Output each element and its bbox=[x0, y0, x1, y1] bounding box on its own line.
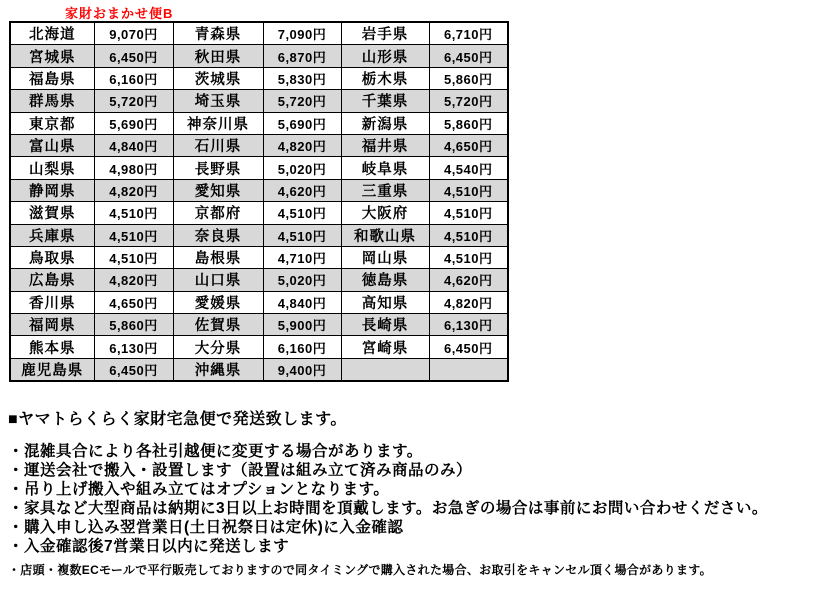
table-row bbox=[10, 45, 508, 67]
prefecture-cell: 愛媛県 bbox=[173, 291, 263, 313]
prefecture-cell: 徳島県 bbox=[341, 269, 429, 291]
prefecture-cell: 青森県 bbox=[173, 22, 263, 45]
price-cell: 4,820円 bbox=[94, 269, 173, 291]
prefecture-cell: 兵庫県 bbox=[10, 224, 94, 246]
price-cell: 4,840円 bbox=[94, 134, 173, 156]
price-cell: 6,870円 bbox=[263, 45, 341, 67]
price-cell: 5,720円 bbox=[94, 90, 173, 112]
prefecture-cell: 長崎県 bbox=[341, 314, 429, 336]
price-cell: 4,620円 bbox=[429, 269, 508, 291]
prefecture-cell: 新潟県 bbox=[341, 112, 429, 134]
prefecture-cell: 佐賀県 bbox=[173, 314, 263, 336]
price-cell: 4,510円 bbox=[429, 246, 508, 268]
price-cell: 4,710円 bbox=[263, 246, 341, 268]
note-bullet: ・家具など大型商品は納期に3日以上お時間を頂戴します。お急ぎの場合は事前にお問い合わせください。 bbox=[8, 500, 768, 517]
price-cell: 6,710円 bbox=[429, 22, 508, 45]
price-cell: 4,650円 bbox=[429, 134, 508, 156]
notes-bullet-list bbox=[8, 442, 818, 556]
prefecture-cell: 石川県 bbox=[173, 134, 263, 156]
note-bullet: ・購入申し込み翌営業日(土日祝祭日は定休)に入金確認 bbox=[8, 519, 404, 536]
prefecture-cell: 愛知県 bbox=[173, 179, 263, 201]
price-cell: 7,090円 bbox=[263, 22, 341, 45]
prefecture-cell: 岩手県 bbox=[341, 22, 429, 45]
table-row bbox=[10, 179, 508, 201]
prefecture-cell: 奈良県 bbox=[173, 224, 263, 246]
note-bullet: ・入金確認後7営業日以内に発送します bbox=[8, 538, 290, 555]
prefecture-cell: 和歌山県 bbox=[341, 224, 429, 246]
price-cell: 5,020円 bbox=[263, 269, 341, 291]
price-cell: 6,450円 bbox=[94, 358, 173, 381]
price-cell: 4,820円 bbox=[429, 291, 508, 313]
price-cell: 5,860円 bbox=[429, 67, 508, 89]
price-cell bbox=[429, 358, 508, 381]
prefecture-cell: 岐阜県 bbox=[341, 157, 429, 179]
table-row bbox=[10, 112, 508, 134]
price-cell: 5,720円 bbox=[263, 90, 341, 112]
prefecture-cell bbox=[341, 358, 429, 381]
prefecture-cell: 福岡県 bbox=[10, 314, 94, 336]
price-cell: 4,620円 bbox=[263, 179, 341, 201]
price-cell: 5,690円 bbox=[94, 112, 173, 134]
price-cell: 5,020円 bbox=[263, 157, 341, 179]
prefecture-cell: 大阪府 bbox=[341, 202, 429, 224]
table-row bbox=[10, 67, 508, 89]
price-cell: 4,510円 bbox=[429, 224, 508, 246]
note-bullet: ・混雑具合により各社引越便に変更する場合があります。 bbox=[8, 443, 423, 460]
price-cell: 6,160円 bbox=[94, 67, 173, 89]
price-cell: 4,510円 bbox=[94, 224, 173, 246]
price-cell: 6,130円 bbox=[429, 314, 508, 336]
prefecture-cell: 滋賀県 bbox=[10, 202, 94, 224]
note-bullet: ・吊り上げ搬入や組み立てはオプションとなります。 bbox=[8, 481, 390, 498]
prefecture-cell: 福井県 bbox=[341, 134, 429, 156]
price-cell: 4,510円 bbox=[263, 224, 341, 246]
prefecture-cell: 神奈川県 bbox=[173, 112, 263, 134]
prefecture-cell: 埼玉県 bbox=[173, 90, 263, 112]
table-row bbox=[10, 90, 508, 112]
notes-section bbox=[8, 411, 818, 578]
prefecture-cell: 京都府 bbox=[173, 202, 263, 224]
price-cell: 5,860円 bbox=[429, 112, 508, 134]
table-row bbox=[10, 246, 508, 268]
table-row bbox=[10, 134, 508, 156]
prefecture-cell: 千葉県 bbox=[341, 90, 429, 112]
table-row bbox=[10, 22, 508, 45]
prefecture-cell: 大分県 bbox=[173, 336, 263, 358]
price-cell: 4,510円 bbox=[94, 246, 173, 268]
notes-heading: ■ヤマトらくらく家財宅急便で発送致します。 bbox=[8, 411, 347, 428]
price-cell: 5,720円 bbox=[429, 90, 508, 112]
page-title: 家財おまかせ便B bbox=[65, 6, 174, 21]
price-cell: 4,840円 bbox=[263, 291, 341, 313]
price-cell: 4,650円 bbox=[94, 291, 173, 313]
prefecture-cell: 秋田県 bbox=[173, 45, 263, 67]
price-cell: 5,860円 bbox=[94, 314, 173, 336]
prefecture-cell: 福島県 bbox=[10, 67, 94, 89]
table-row bbox=[10, 314, 508, 336]
price-cell: 6,450円 bbox=[429, 45, 508, 67]
price-cell: 4,820円 bbox=[263, 134, 341, 156]
prefecture-cell: 宮崎県 bbox=[341, 336, 429, 358]
price-cell: 6,450円 bbox=[429, 336, 508, 358]
prefecture-cell: 三重県 bbox=[341, 179, 429, 201]
prefecture-cell: 東京都 bbox=[10, 112, 94, 134]
price-cell: 4,510円 bbox=[429, 179, 508, 201]
prefecture-cell: 長野県 bbox=[173, 157, 263, 179]
prefecture-cell: 鹿児島県 bbox=[10, 358, 94, 381]
prefecture-cell: 富山県 bbox=[10, 134, 94, 156]
price-cell: 5,830円 bbox=[263, 67, 341, 89]
price-cell: 9,400円 bbox=[263, 358, 341, 381]
price-cell: 5,900円 bbox=[263, 314, 341, 336]
price-cell: 6,130円 bbox=[94, 336, 173, 358]
note-bullet: ・運送会社で搬入・設置します（設置は組み立て済み商品のみ） bbox=[8, 462, 473, 479]
table-row bbox=[10, 224, 508, 246]
price-cell: 4,510円 bbox=[94, 202, 173, 224]
prefecture-cell: 高知県 bbox=[341, 291, 429, 313]
prefecture-cell: 山形県 bbox=[341, 45, 429, 67]
price-cell: 5,690円 bbox=[263, 112, 341, 134]
table-row bbox=[10, 358, 508, 381]
prefecture-cell: 沖縄県 bbox=[173, 358, 263, 381]
price-cell: 4,980円 bbox=[94, 157, 173, 179]
prefecture-cell: 熊本県 bbox=[10, 336, 94, 358]
table-row bbox=[10, 336, 508, 358]
price-cell: 6,450円 bbox=[94, 45, 173, 67]
prefecture-cell: 島根県 bbox=[173, 246, 263, 268]
price-cell: 4,510円 bbox=[263, 202, 341, 224]
prefecture-cell: 山梨県 bbox=[10, 157, 94, 179]
prefecture-cell: 栃木県 bbox=[341, 67, 429, 89]
notes-footnote: ・店頭・複数ECモールで平行販売しておりますので同タイミングで購入された場合、お取引をキャンセル頂く場合があります。 bbox=[8, 563, 712, 577]
prefecture-cell: 宮城県 bbox=[10, 45, 94, 67]
table-row bbox=[10, 157, 508, 179]
price-cell: 9,070円 bbox=[94, 22, 173, 45]
prefecture-cell: 北海道 bbox=[10, 22, 94, 45]
prefecture-cell: 広島県 bbox=[10, 269, 94, 291]
prefecture-cell: 山口県 bbox=[173, 269, 263, 291]
prefecture-cell: 茨城県 bbox=[173, 67, 263, 89]
prefecture-cell: 群馬県 bbox=[10, 90, 94, 112]
shipping-fee-table bbox=[9, 21, 509, 382]
prefecture-cell: 鳥取県 bbox=[10, 246, 94, 268]
price-cell: 4,820円 bbox=[94, 179, 173, 201]
prefecture-cell: 静岡県 bbox=[10, 179, 94, 201]
prefecture-cell: 岡山県 bbox=[341, 246, 429, 268]
price-cell: 6,160円 bbox=[263, 336, 341, 358]
prefecture-cell: 香川県 bbox=[10, 291, 94, 313]
table-row bbox=[10, 269, 508, 291]
table-row bbox=[10, 291, 508, 313]
price-cell: 4,540円 bbox=[429, 157, 508, 179]
table-row bbox=[10, 202, 508, 224]
price-cell: 4,510円 bbox=[429, 202, 508, 224]
